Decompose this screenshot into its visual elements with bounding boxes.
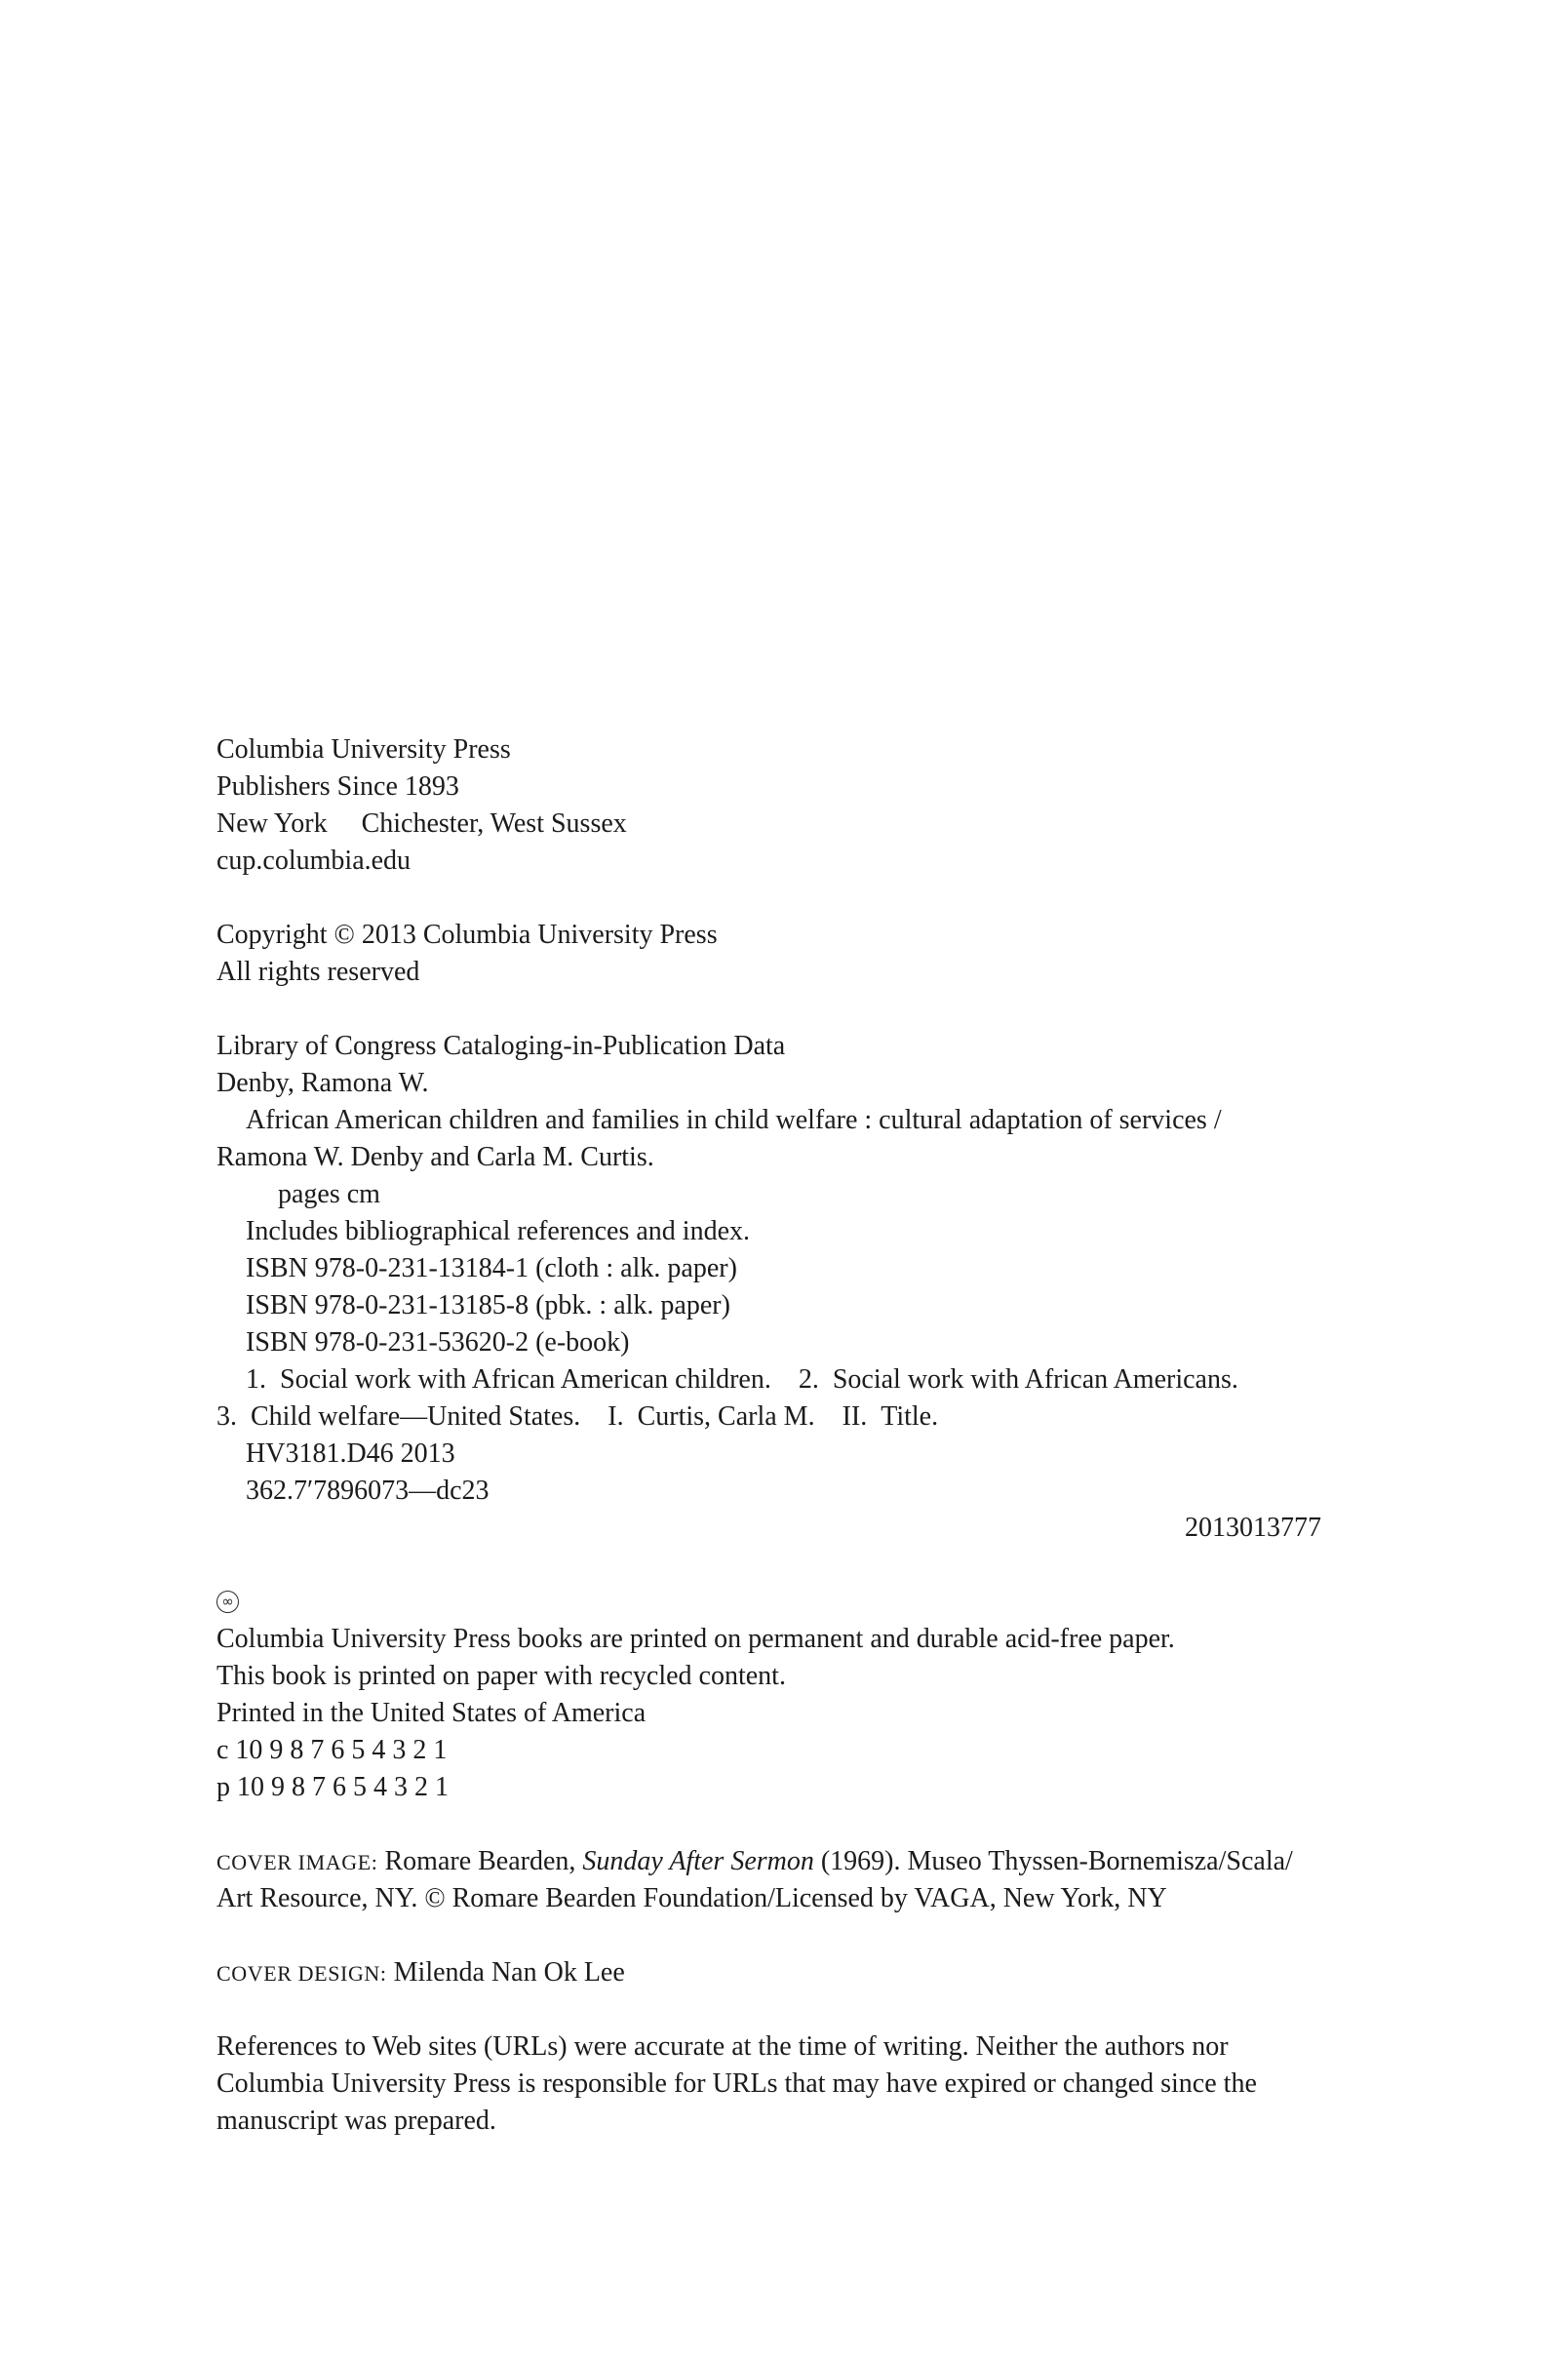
cover-image-label: COVER IMAGE:	[216, 1850, 378, 1874]
isbn-ebook-line	[216, 1324, 1321, 1361]
text-segment: Columbia University Press	[216, 734, 511, 765]
isbn-pbk-line	[216, 1287, 1321, 1324]
text-segment: Ramona W. Denby and Carla M. Curtis.	[216, 1142, 654, 1172]
text-segment: 362.7′7896073—dc23	[246, 1476, 490, 1506]
cover-design-line	[216, 1954, 1321, 1991]
text-segment: ISBN 978-0-231-13184-1 (cloth : alk. paper)	[246, 1253, 737, 1283]
printed-line	[216, 1695, 1321, 1732]
cover-image-line-1	[216, 1843, 1321, 1880]
references-line-3	[216, 2103, 1321, 2140]
spacer	[216, 1917, 1321, 1954]
artwork-title: Sunday After Sermon	[582, 1846, 814, 1876]
publishers-since-line	[216, 768, 1321, 806]
call-number-line	[216, 1436, 1321, 1473]
title-entry-line	[216, 1102, 1321, 1139]
text-segment: Printed in the United States of America	[216, 1698, 647, 1728]
spacer	[216, 1806, 1321, 1843]
text-segment: Denby, Ramona W.	[216, 1068, 429, 1098]
text-segment: Columbia University Press books are printed on permanent and durable acid-free paper.	[216, 1624, 1175, 1654]
text-segment: ISBN 978-0-231-13185-8 (pbk. : alk. paper)	[246, 1290, 730, 1320]
text-segment: HV3181.D46 2013	[246, 1438, 455, 1469]
author-entry-line	[216, 1065, 1321, 1102]
cover-image-line-2	[216, 1880, 1321, 1917]
publisher-name-line	[216, 731, 1321, 768]
paper-symbol-line	[216, 1584, 1321, 1621]
cloth-printing-line	[216, 1732, 1321, 1769]
text-segment: Milenda Nan Ok Lee	[386, 1957, 625, 1988]
pages-line	[216, 1176, 1321, 1213]
subjects-line-2	[216, 1398, 1321, 1436]
text-segment: African American children and families in child welfare : cultural adaptation of services /	[246, 1105, 1222, 1135]
text-segment: c 10 9 8 7 6 5 4 3 2 1	[216, 1735, 448, 1765]
text-segment: 2013013777	[1185, 1513, 1321, 1543]
subjects-line-1	[216, 1361, 1321, 1398]
acid-free-line	[216, 1621, 1321, 1658]
text-segment: 1. Social work with African American children. 2. Social work with African Americans.	[246, 1364, 1238, 1395]
text-segment: All rights reserved	[216, 957, 420, 987]
text-segment: Publishers Since 1893	[216, 771, 459, 802]
text-segment: ISBN 978-0-231-53620-2 (e-book)	[246, 1327, 630, 1358]
text-segment: Columbia University Press is responsible for URLs that may have expired or changed since the	[216, 2068, 1257, 2099]
text-segment: This book is printed on paper with recycled content.	[216, 1661, 786, 1691]
text-segment: Art Resource, NY. © Romare Bearden Foundation/Licensed by VAGA, New York, NY	[216, 1883, 1167, 1913]
references-line-2	[216, 2066, 1321, 2103]
dewey-line	[216, 1473, 1321, 1510]
includes-line	[216, 1213, 1321, 1250]
text-segment: Library of Congress Cataloging-in-Publication Data	[216, 1031, 786, 1061]
text-segment: References to Web sites (URLs) were accurate at the time of writing. Neither the authors nor	[216, 2031, 1229, 2062]
text-segment: cup.columbia.edu	[216, 846, 412, 876]
infinity-circle-icon	[216, 1591, 239, 1613]
spacer	[216, 991, 1321, 1028]
lccn-line	[216, 1510, 1321, 1547]
text-segment: Includes bibliographical references and index.	[246, 1216, 751, 1246]
isbn-cloth-line	[216, 1250, 1321, 1287]
cip-header-line	[216, 1028, 1321, 1065]
locations-line	[216, 806, 1321, 843]
text-segment: Copyright © 2013 Columbia University Press	[216, 920, 718, 950]
rights-line	[216, 954, 1321, 991]
website-line	[216, 843, 1321, 880]
spacer	[216, 880, 1321, 917]
paper-printing-line	[216, 1769, 1321, 1806]
recycled-line	[216, 1658, 1321, 1695]
copyright-line	[216, 917, 1321, 954]
text-segment: (1969). Museo Thyssen-Bornemisza/Scala/	[813, 1846, 1293, 1876]
spacer	[216, 1991, 1321, 2028]
cover-design-label: COVER DESIGN:	[216, 1961, 387, 1986]
text-segment: Romare Bearden,	[377, 1846, 583, 1876]
text-segment: p 10 9 8 7 6 5 4 3 2 1	[216, 1772, 449, 1802]
references-line-1	[216, 2028, 1321, 2066]
text-segment: pages cm	[278, 1179, 380, 1209]
text-segment: 3. Child welfare—United States. I. Curtis, Carla M. II. Title.	[216, 1401, 939, 1432]
text-segment: manuscript was prepared.	[216, 2106, 496, 2136]
infinity-glyph: ∞	[221, 1593, 234, 1611]
text-segment: New York Chichester, West Sussex	[216, 808, 627, 839]
title-entry-continued-line	[216, 1139, 1321, 1176]
copyright-text-block	[216, 731, 1321, 2140]
spacer	[216, 1547, 1321, 1584]
